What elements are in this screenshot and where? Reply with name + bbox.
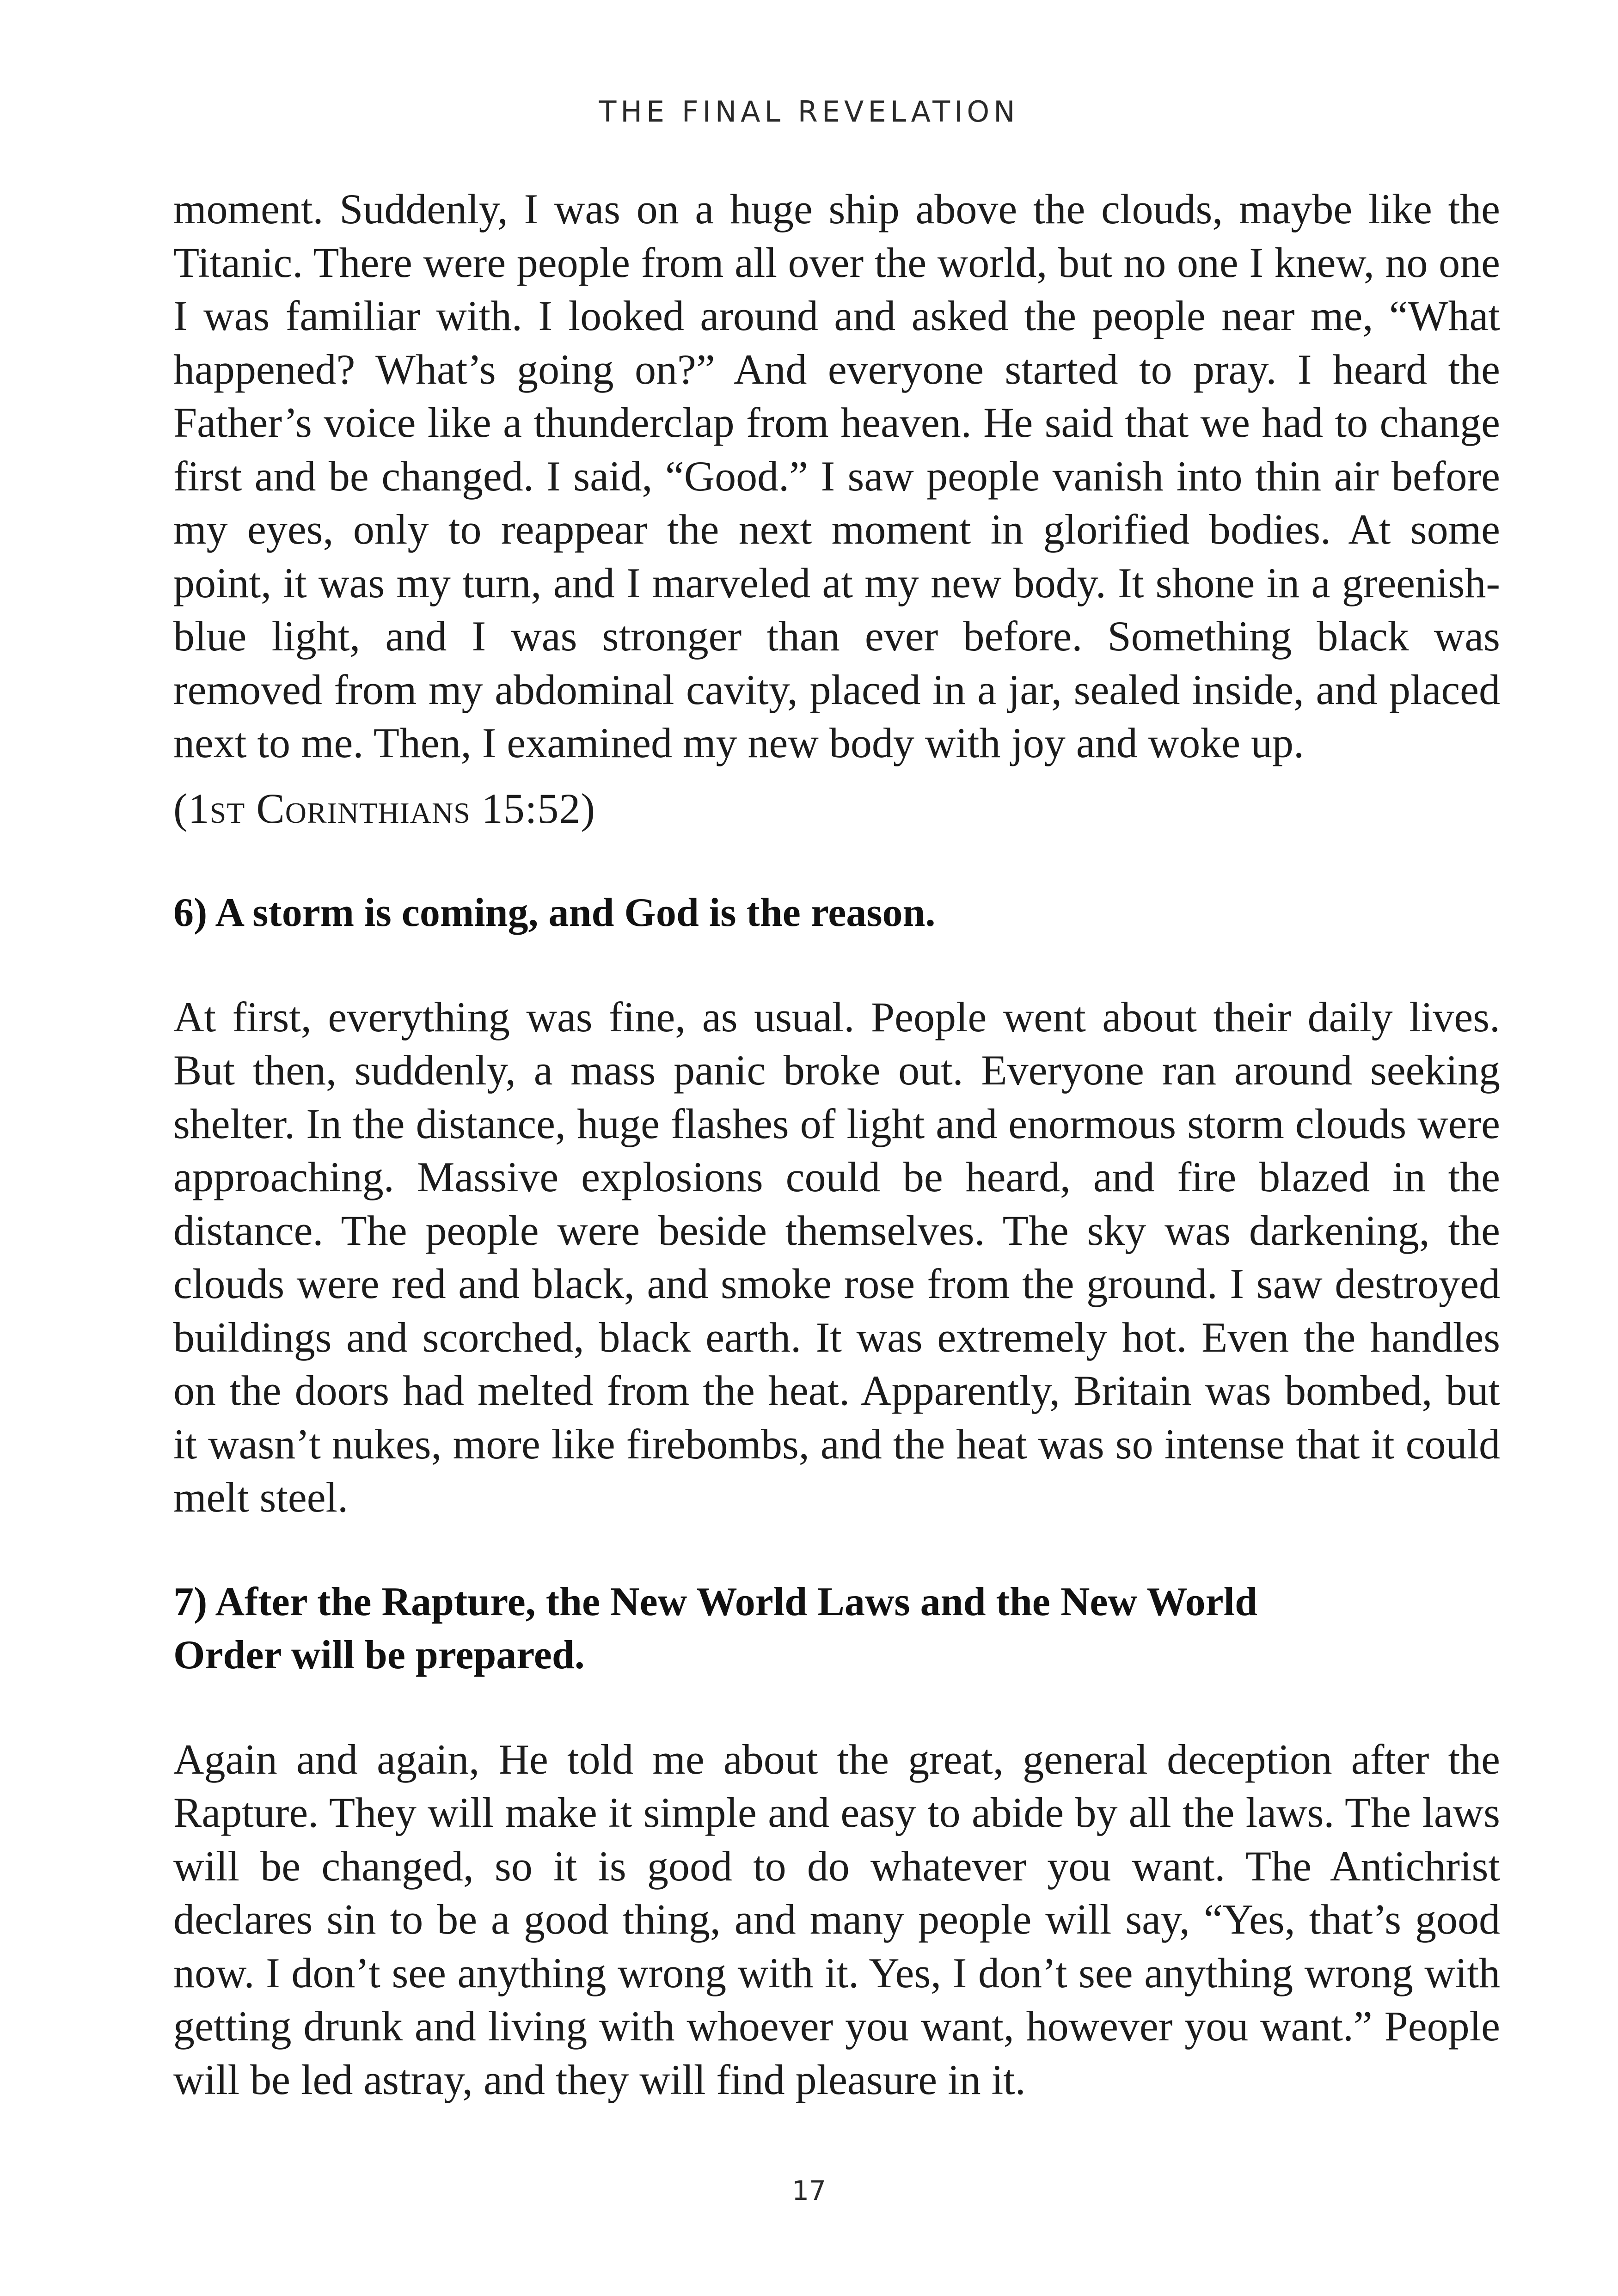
section-heading-7 <box>173 1575 1500 1682</box>
section-heading-7-line-2: Order will be prepared. <box>173 1633 585 1678</box>
reference-ordinal: st <box>209 784 245 832</box>
scripture-reference <box>173 782 1500 836</box>
section-heading-6: 6) A storm is coming, and God is the reason. <box>173 890 936 935</box>
page-number: 17 <box>792 2175 826 2206</box>
reference-open: (1 <box>173 784 210 832</box>
body-paragraph-2: At first, everything was fine, as usual. People went about their daily lives. But then, suddenly, a mass panic broke out. Everyone ran around seeking shelter. In the distance, huge flashes of light and enormous storm clouds were approaching. Massive explosions could be heard, and fire blazed in the distance. The people were beside themselves. The sky was darkening, the clouds were red and black, and smoke rose from the ground. I saw destroyed buildings and scorched, black earth. It was extremely hot. Even the handles on the doors had melted from the heat. Apparently, Britain was bombed, but it wasn’t nukes, more like firebombs, and the heat was so intense that it could melt steel. <box>173 993 1500 1521</box>
running-head: THE FINAL REVELATION <box>599 95 1019 129</box>
section-heading-7-line-1: 7) After the Rapture, the New World Laws and the New World <box>173 1579 1258 1624</box>
body-paragraph-3: Again and again, He told me about the great, general deception after the Rapture. They will make it simple and easy to abide by all the laws. The laws will be changed, so it is good to do whatever you want. The Antichrist declares sin to be a good thing, and many people will say, “Yes, that’s good now. I don’t see anything wrong with it. Yes, I don’t see anything wrong with getting drunk and living with whoever you want, however you want.” People will be led astray, and they will find pleasure in it. <box>173 1735 1500 2103</box>
reference-verse: 15:52) <box>481 784 595 832</box>
page-content <box>173 183 1500 2106</box>
body-paragraph-1: moment. Suddenly, I was on a huge ship above the clouds, maybe like the Titanic. There were people from all over the world, but no one I knew, no one I was familiar with. I looked around and asked the people near me, “What happened? What’s going on?” And everyone started to pray. I heard the Father’s voice like a thunderclap from heaven. He said that we had to change first and be changed. I said, “Good.” I saw people vanish into thin air before my eyes, only to reappear the next moment in glorified bodies. At some point, it was my turn, and I marveled at my new body. It shone in a greenish-blue light, and I was stronger than ever before. Something black was removed from my abdominal cavity, placed in a jar, sealed inside, and placed next to me. Then, I examined my new body with joy and woke up. <box>173 185 1500 766</box>
reference-book: Corinthians <box>256 784 471 832</box>
